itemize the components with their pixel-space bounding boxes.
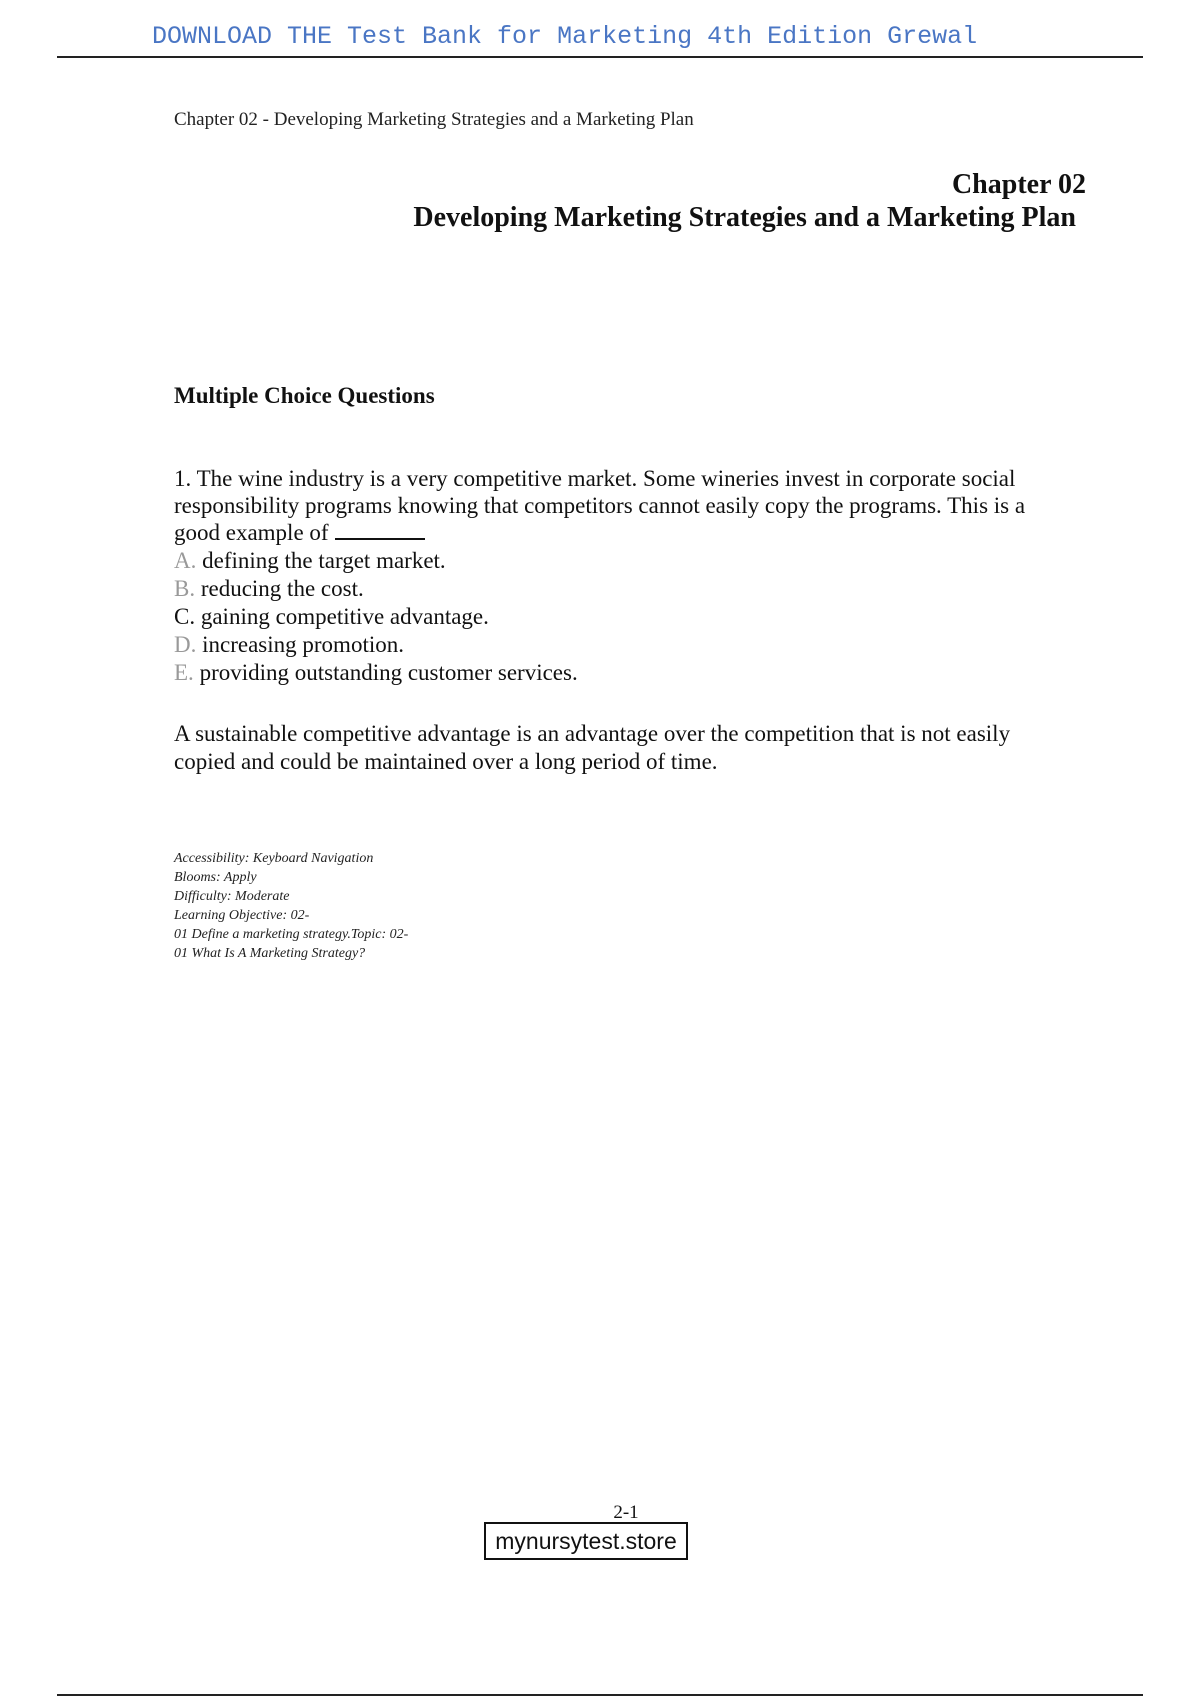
meta-line: Difficulty: Moderate [174, 889, 290, 904]
option-text: gaining competitive advantage. [200, 604, 489, 629]
question-text: 1. The wine industry is a very competitive market. Some wineries invest in corporate social responsibility programs knowing that competitors cannot easily copy the programs. This is a good example of [174, 466, 1026, 545]
meta-line: 01 Define a marketing strategy.Topic: 02- [174, 927, 409, 942]
option-letter: E. [174, 660, 194, 685]
chapter-title: Developing Marketing Strategies and a Marketing Plan [413, 202, 1076, 233]
section-heading: Multiple Choice Questions [174, 383, 435, 408]
header-divider [57, 56, 1143, 58]
meta-line: Learning Objective: 02- [174, 908, 310, 923]
answer-options [174, 547, 578, 687]
option-text: reducing the cost. [200, 576, 364, 601]
question-metadata [174, 849, 408, 963]
running-header: Chapter 02 - Developing Marketing Strategies and a Marketing Plan [174, 109, 694, 130]
answer-blank [335, 520, 425, 540]
option-letter: D. [174, 632, 197, 657]
option-text: defining the target market. [202, 548, 446, 573]
footer-divider [57, 1694, 1143, 1696]
option-letter: B. [174, 576, 196, 601]
meta-line: Blooms: Apply [174, 870, 257, 885]
answer-explanation: A sustainable competitive advantage is an advantage over the competition that is not easily copied and could be maintained over a long period of time. [174, 721, 1011, 774]
banner-text[interactable]: DOWNLOAD THE Test Bank for Marketing 4th Edition Grewal [152, 22, 978, 51]
option-c [174, 603, 578, 631]
chapter-number: Chapter 02 [951, 169, 1086, 200]
option-b [174, 575, 578, 603]
option-text: increasing promotion. [202, 632, 404, 657]
question-1 [174, 465, 1074, 546]
option-letter: A. [174, 548, 197, 573]
meta-line: 01 What Is A Marketing Strategy? [174, 946, 366, 961]
option-text: providing outstanding customer services. [199, 660, 578, 685]
chapter-heading [413, 168, 1086, 234]
option-d [174, 631, 578, 659]
download-banner [0, 20, 1200, 50]
site-watermark: mynursytest.store [484, 1522, 688, 1560]
page-number: 2-1 [613, 1502, 639, 1523]
option-a [174, 547, 578, 575]
option-letter: C. [174, 604, 196, 629]
option-e [174, 659, 578, 687]
meta-line: Accessibility: Keyboard Navigation [174, 851, 374, 866]
